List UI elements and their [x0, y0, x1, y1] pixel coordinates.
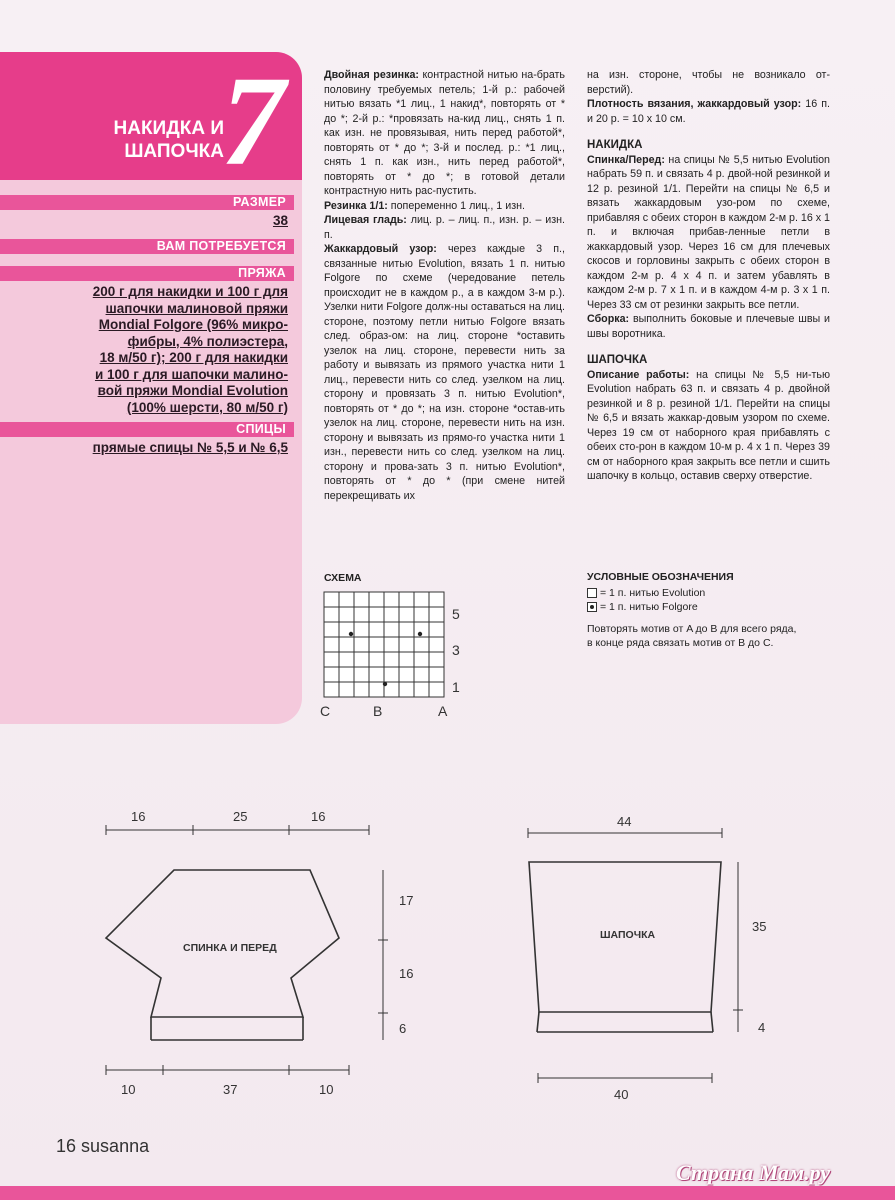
- term-label: Резинка 1/1:: [324, 199, 388, 212]
- dimension-label: 16: [399, 966, 414, 981]
- title-line-1: НАКИДКА И: [113, 118, 224, 139]
- cape-pattern-diagram: [95, 805, 415, 1105]
- need-heading: ВАМ ПОТРЕБУЕТСЯ: [0, 239, 294, 254]
- folgore-stitch-dot: [418, 632, 422, 636]
- instructions-column-2: [587, 68, 830, 484]
- paragraph-assembly: [587, 312, 830, 341]
- term-label: Жаккардовый узор:: [324, 243, 437, 255]
- paragraph-text: контрастной нитью на-брать половину требуемых петель; 1-й р.: рабочей нитью вязать *1 лиц., 1 накид*, повторять от * до *; 2-й р.: *провязать на-кид лиц., снять 1 п. как изн. не провязывая, нить перед работой*, повторять от * до *; 3-й и послед. р.: *1 лиц., снять 1 п. как изн., нить перед работой*, повторять от * до *; в готовой детали контрастную нить рас-пустить.: [324, 69, 565, 197]
- paragraph-text: попеременно 1 лиц., 1 изн.: [387, 199, 525, 212]
- yarn-heading: ПРЯЖА: [0, 266, 294, 281]
- yarn-line: шапочки малиновой пряжи: [105, 300, 288, 316]
- legend-text: = 1 п. нитью Evolution: [600, 587, 706, 599]
- yarn-line: 200 г для накидки и 100 г для: [92, 284, 288, 299]
- yarn-line: и 100 г для шапочки малино-: [94, 366, 288, 382]
- col-label: B: [373, 703, 383, 719]
- dimension-label: 16: [311, 809, 326, 824]
- empty-square-icon: [587, 588, 597, 598]
- paragraph-jacquard: [324, 242, 565, 503]
- yarn-line: 18 м/50 г); 200 г для накидки: [99, 350, 288, 365]
- page-title: [84, 117, 224, 163]
- repeat-note-2: в конце ряда связать мотив от B до C.: [587, 637, 774, 649]
- dimension-label: 17: [399, 893, 414, 908]
- paragraph-back-front: [587, 153, 830, 313]
- needles-value: прямые спицы № 5,5 и № 6,5: [92, 440, 288, 455]
- term-label: Плотность вязания, жаккардовый узор:: [587, 98, 802, 110]
- paragraph-text: на спицы № 5,5 ни-тью Evolution набрать 63 п. и связать 4 р. двойной резинкой и 8 р. резиной 1/1. Перейти на спицы № 6,5 и вязать жаккар-довым узором по схеме. Через 19 см от наборного края прибавлять с обеих сто-рон в каждом 10-м р. 4 х 1 п. Через 39 см от наборного края закрыть все петли и сшить шапочку в кольцо, оставив сверху отверстие.: [587, 368, 830, 482]
- bottom-bar: [0, 1186, 895, 1200]
- knitting-chart: [316, 588, 466, 720]
- paragraph-text: 16 п. и 20 р. = 10 х 10 см.: [587, 98, 830, 125]
- paragraph-hat-description: [587, 368, 830, 484]
- paragraph-text: лиц. р. – лиц. п., изн. р. – изн. п.: [324, 214, 565, 241]
- row-label: 1: [452, 679, 460, 695]
- title-line-2: ШАПОЧКА: [124, 141, 224, 162]
- paragraph-text: на спицы № 5,5 нитью Evolution набрать 59 п. и связать 4 р. двой-ной резинкой и 12 р. резиной 1/1. Перейти на спицы № 6,5 и вязать жаккардовым узо-ром по схеме, прибавляя с обеих сторон в каждом 2-м р. 16 х 1 п. и включая прибав-ленные петли в жаккардовый узор. Через 16 см для плечевых скосов и горловины закрыть с обеих сторон в каждом 2-м р. 4 х 4 п. и затем убавлять в каждом 2-м р. 7 х 1 п. и в каждом 4-м р. 3 х 1 п. Через 33 см от резинки закрыть все петли.: [587, 153, 831, 311]
- section-heading-cape: НАКИДКА: [587, 139, 643, 151]
- dimension-label: 6: [399, 1021, 407, 1036]
- col-label: A: [438, 703, 448, 719]
- dimension-label: 44: [617, 814, 632, 829]
- needles-heading: СПИЦЫ: [0, 422, 294, 437]
- yarn-description: [0, 284, 288, 416]
- row-label: 5: [452, 606, 460, 622]
- col-label: C: [320, 703, 331, 719]
- term-label: Описание работы:: [587, 368, 690, 381]
- dimension-label: 40: [614, 1087, 629, 1102]
- term-label: Лицевая гладь:: [324, 214, 407, 226]
- cape-piece-label: СПИНКА И ПЕРЕД: [183, 942, 277, 954]
- dot-square-icon: [587, 602, 597, 612]
- paragraph-gauge: [587, 97, 830, 126]
- magazine-name: susanna: [81, 1136, 150, 1156]
- yarn-line: фибры, 4% полиэстера,: [127, 333, 288, 349]
- term-label: Двойная резинка:: [324, 69, 419, 81]
- legend-title: УСЛОВНЫЕ ОБОЗНАЧЕНИЯ: [587, 571, 734, 583]
- paragraph-rib: [324, 199, 565, 214]
- term-label: Спинка/Перед:: [587, 153, 665, 166]
- hat-pattern-diagram: [520, 810, 780, 1110]
- folgore-stitch-dot: [349, 632, 353, 636]
- yarn-line: Mondial Folgore (96% микро-: [98, 317, 288, 332]
- dimension-label: 16: [131, 809, 146, 824]
- legend-item-folgore: [587, 600, 796, 614]
- dimension-label: 10: [121, 1082, 136, 1097]
- schema-label: СХЕМА: [324, 572, 362, 584]
- legend-text: = 1 п. нитью Folgore: [600, 601, 698, 613]
- dimension-label: 4: [758, 1020, 766, 1035]
- dimension-label: 37: [223, 1082, 238, 1097]
- term-label: Сборка:: [587, 313, 630, 325]
- model-number: 7: [221, 50, 285, 192]
- section-heading-hat: ШАПОЧКА: [587, 354, 648, 366]
- size-heading: РАЗМЕР: [0, 195, 294, 210]
- dimension-label: 10: [319, 1082, 334, 1097]
- paragraph-text: выполнить боковые и плечевые швы и швы воротника.: [587, 313, 830, 340]
- hat-piece-label: ШАПОЧКА: [600, 929, 656, 941]
- legend: [587, 570, 796, 650]
- folgore-stitch-dot: [383, 682, 387, 686]
- watermark-logo: Страна Мам.ру: [676, 1160, 831, 1185]
- page-footer: [56, 1136, 149, 1157]
- repeat-note-1: Повторять мотив от A до B для всего ряда,: [587, 623, 797, 635]
- paragraph-text: через каждые 3 п., связанные нитью Evolution, вязать 1 п. нитью Folgore по схеме (чередование петель происходит не в каждом р., а в каждом 3-м р.). Узелки нити Folgore долж-ны оставаться на лиц. стороне, поэтому петли нитью Folgore вязать след. образ-ом: на лиц. стороне *оставить узелок на лиц. стороне, перевести нить за работу и вывязать из прямого участка нити 1 лиц., перевести нить со след. узелком на лиц. сторону и провязать 3 п. нитью Evolution*, повторять от * до *; на изн. стороне *остав-ить узелок на лиц. стороне, перевести нить на изн. сторону и вывязать из прямо-го участка нити 1 изн., перевести нить со след. узелком на лиц. сторону и прова-зать 3 п. нитью Evolution*, повторять от * до * (при смене нитей перекрещивать их: [324, 243, 565, 502]
- paragraph-double-rib: [324, 68, 565, 199]
- size-value: 38: [272, 213, 288, 228]
- dimension-label: 25: [233, 809, 248, 824]
- instructions-column-1: [324, 68, 565, 503]
- paragraph-stockinette: [324, 213, 565, 242]
- dimension-label: 35: [752, 919, 767, 934]
- legend-item-evolution: [587, 586, 796, 600]
- yarn-line: вой пряжи Mondial Evolution: [97, 383, 288, 398]
- page-number: 16: [56, 1136, 77, 1156]
- row-label: 3: [452, 642, 460, 658]
- paragraph-continued: на изн. стороне, чтобы не возникало от-верстий).: [587, 69, 830, 96]
- yarn-line: (100% шерсти, 80 м/50 г): [126, 399, 288, 415]
